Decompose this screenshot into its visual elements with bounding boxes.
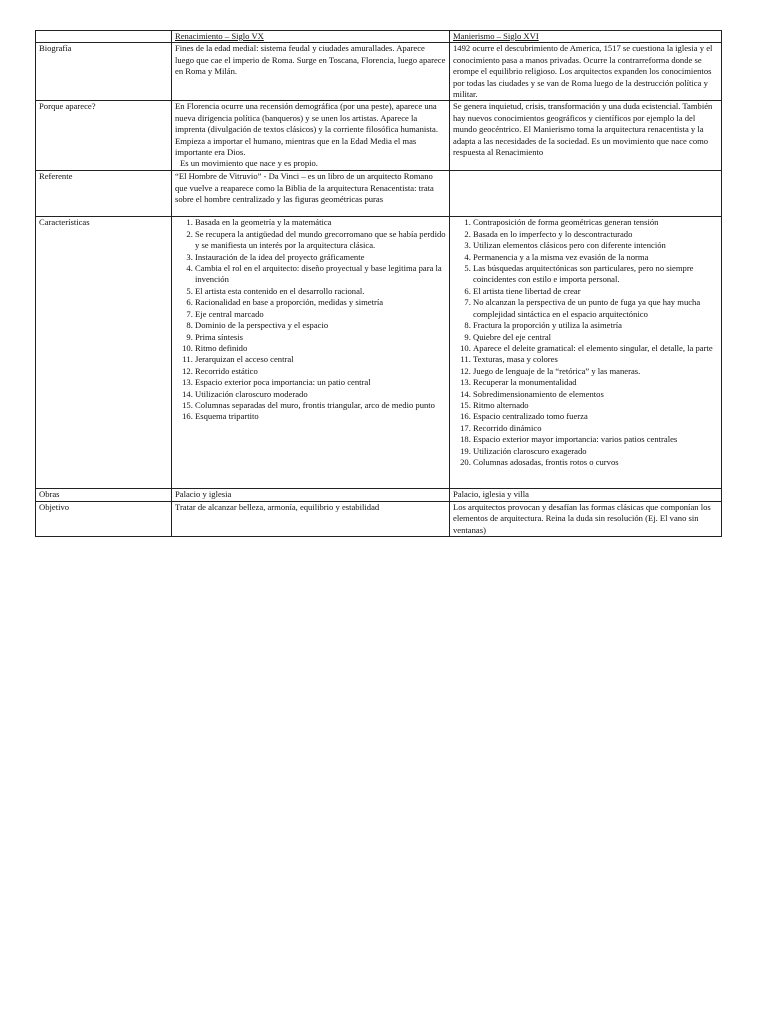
objetivo-renacimiento: Tratar de alcanzar belleza, armonía, equilibrio y estabilidad (172, 501, 450, 536)
manierismo-item: 11. Texturas, masa y colores (473, 354, 718, 365)
renacimiento-item: 10. Ritmo definido (195, 343, 446, 354)
header-manierismo (450, 31, 722, 43)
renacimiento-item: 12. Recorrido estático (195, 366, 446, 377)
manierismo-item: 14. Sobredimensionamiento de elementos (473, 389, 718, 400)
row-caracteristicas (36, 217, 722, 489)
manierismo-item: 1. Contraposición de forma geométricas generan tensión (473, 217, 718, 228)
manierismo-item: 15. Ritmo alternado (473, 400, 718, 411)
renacimiento-item: 11. Jerarquizan el acceso central (195, 354, 446, 365)
porque-renacimiento-text: En Florencia ocurre una recensión demográfica (por una peste), aparece una nueva dirigencia política (banqueros) y se unen los artistas. Aparece la imprenta (divulgación de textos clásicos) y la corriente filosófica humanista. Empieza a importar el humano, mientras que en la Edad Media el mas importante era Dios. (175, 101, 438, 158)
label-porque: Porque aparece? (36, 101, 172, 171)
manierismo-list (453, 217, 718, 468)
renacimiento-item: 9. Prima síntesis (195, 332, 446, 343)
row-obras (36, 489, 722, 501)
comparison-table (35, 30, 722, 537)
porque-renacimiento (172, 101, 450, 171)
manierismo-item: 19. Utilización claroscuro exagerado (473, 446, 718, 457)
manierismo-item: 9. Quiebre del eje central (473, 332, 718, 343)
header-renacimiento-text: Renacimiento – Siglo VX (175, 31, 264, 41)
manierismo-item: 8. Fractura la proporción y utiliza la asimetría (473, 320, 718, 331)
caracteristicas-renacimiento (172, 217, 450, 489)
manierismo-item: 6. El artista tiene libertad de crear (473, 286, 718, 297)
renacimiento-item: 1. Basada en la geometría y la matemática (195, 217, 446, 228)
manierismo-item: 10. Aparece el deleite gramatical: el elemento singular, el detalle, la parte (473, 343, 718, 354)
renacimiento-item: 13. Espacio exterior poca importancia: un patio central (195, 377, 446, 388)
biografia-manierismo: 1492 ocurre el descubrimiento de America, 1517 se cuestiona la iglesia y el conocimiento pasa a manos privadas. Ocurre la contrarreforma donde se erompe el equilibrio religioso. Los arquitectos expanden los conocimientos por todas las ciudades y se van de Roma luego de la destrucción política y militar. (450, 43, 722, 101)
referente-manierismo (450, 171, 722, 217)
header-manierismo-text: Manierismo – Siglo XVI (453, 31, 539, 41)
manierismo-item: 7. No alcanzan la perspectiva de un punto de fuga ya que hay mucha complejidad sintáctica en el espacio arquitectónico (473, 297, 718, 320)
biografia-renacimiento: Fines de la edad medial: sistema feudal y ciudades amurallades. Aparece luego que cae el imperio de Roma. Surge en Toscana, Florencia, luego aparece en Roma y Milán. (172, 43, 450, 101)
header-row (36, 31, 722, 43)
document-page (35, 30, 721, 537)
renacimiento-item: 2. Se recupera la antigüedad del mundo grecorromano que se había perdido y se manifiesta un interés por la arquitectura clásica. (195, 229, 446, 252)
renacimiento-item: 5. El artista esta contenido en el desarrollo racional. (195, 286, 446, 297)
manierismo-item: 3. Utilizan elementos clásicos pero con diferente intención (473, 240, 718, 251)
label-obras: Obras (36, 489, 172, 501)
label-caracteristicas: Características (36, 217, 172, 489)
porque-manierismo: Se genera inquietud, crisis, transformación y una duda ecistencial. También hay nuevos conocimientos geográficos y científicos por ejemplo la del mundo geocéntrico. El Manierismo toma la arquitectura renacentista y la adapta a las necesidades de la sociedad. Es un movimiento que nace como respuesta al Renacimiento (450, 101, 722, 171)
label-objetivo: Objetivo (36, 501, 172, 536)
row-porque (36, 101, 722, 171)
row-referente (36, 171, 722, 217)
manierismo-item: 18. Espacio exterior mayor importancia: varios patios centrales (473, 434, 718, 445)
renacimiento-item: 16. Esquema tripartito (195, 411, 446, 422)
renacimiento-item: 6. Racionalidad en base a proporción, medidas y simetría (195, 297, 446, 308)
row-objetivo (36, 501, 722, 536)
label-biografia: Biografía (36, 43, 172, 101)
manierismo-item: 16. Espacio centralizado tomo fuerza (473, 411, 718, 422)
manierismo-item: 13. Recuperar la monumentalidad (473, 377, 718, 388)
manierismo-item: 17. Recorrido dinámico (473, 423, 718, 434)
manierismo-item: 5. Las búsquedas arquitectónicas son particulares, pero no siempre coincidentes con estilo e importa personal. (473, 263, 718, 286)
manierismo-item: 4. Permanencia y a la misma vez evasión de la norma (473, 252, 718, 263)
label-referente: Referente (36, 171, 172, 217)
renacimiento-item: 14. Utilización claroscuro moderado (195, 389, 446, 400)
referente-renacimiento: “El Hombre de Vitruvio” - Da Vinci – es un libro de un arquitecto Romano que vuelve a reaparece como la Biblia de la arquitectura Renacentista: trata sobre el hombre centralizado y las figuras geométricas puras (172, 171, 450, 217)
header-empty-cell (36, 31, 172, 43)
obras-manierismo: Palacio, iglesia y villa (450, 489, 722, 501)
manierismo-item: 12. Juego de lenguaje de la “retórica” y las maneras. (473, 366, 718, 377)
manierismo-item: 20. Columnas adosadas, frontis rotos o curvos (473, 457, 718, 468)
caracteristicas-manierismo (450, 217, 722, 489)
objetivo-manierismo: Los arquitectos provocan y desafían las formas clásicas que componían los elementos de arquitectura. Reina la duda sin resolución (Ej. El vano sin ventanas) (450, 501, 722, 536)
renacimiento-item: 15. Columnas separadas del muro, frontis triangular, arco de medio punto (195, 400, 446, 411)
renacimiento-item: 8. Dominio de la perspectiva y el espacio (195, 320, 446, 331)
renacimiento-item: 4. Cambia el rol en el arquitecto: diseño proyectual y base legitima para la invención (195, 263, 446, 286)
renacimiento-list (175, 217, 446, 422)
renacimiento-item: 3. Instauración de la idea del proyecto gráficamente (195, 252, 446, 263)
row-biografia (36, 43, 722, 101)
porque-renacimiento-text-2: Es un movimiento que nace y es propio. (180, 158, 318, 169)
manierismo-item: 2. Basada en lo imperfecto y lo descontracturado (473, 229, 718, 240)
renacimiento-item: 7. Eje central marcado (195, 309, 446, 320)
obras-renacimiento: Palacio y iglesia (172, 489, 450, 501)
header-renacimiento (172, 31, 450, 43)
